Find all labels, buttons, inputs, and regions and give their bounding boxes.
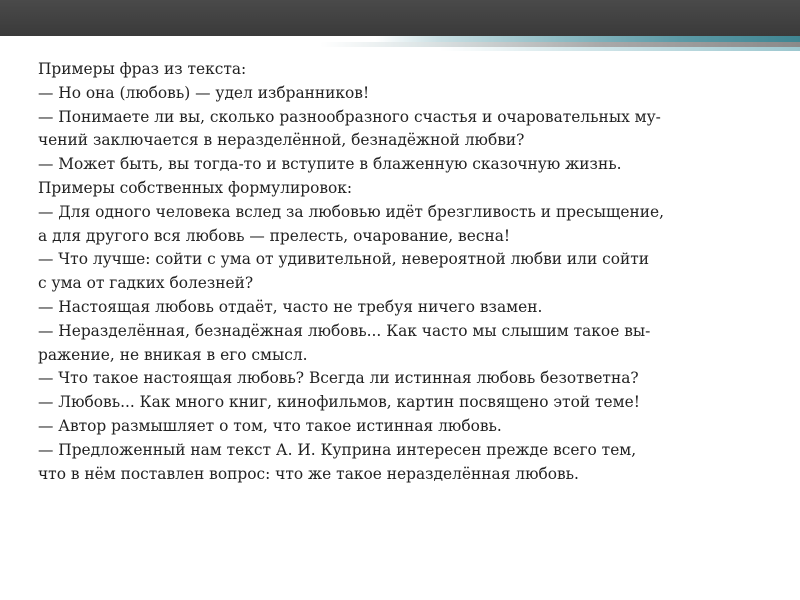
text-line: Примеры фраз из текста: bbox=[38, 60, 247, 78]
text-line: а для другого вся любовь — прелесть, очарование, весна! bbox=[38, 226, 511, 245]
text-line: с ума от гадких болезней? bbox=[38, 274, 254, 293]
text-line: — Что такое настоящая любовь? Всегда ли истинная любовь безответна? bbox=[38, 369, 639, 388]
text-line: чений заключается в неразделённой, безнадёжной любви? bbox=[38, 131, 525, 150]
text-line: что в нём поставлен вопрос: что же такое неразделённая любовь. bbox=[38, 464, 579, 483]
text-line: Примеры собственных формулировок: bbox=[38, 178, 353, 197]
text-line: — Что лучше: сойти с ума от удивительной, невероятной любви или сойти bbox=[38, 250, 650, 269]
slide-text-body bbox=[38, 58, 768, 486]
text-line: — Но она (любовь) — удел избранников! bbox=[38, 83, 370, 102]
text-line: — Для одного человека вслед за любовью идёт брезгливость и пресыщение, bbox=[38, 202, 664, 221]
text-line: — Понимаете ли вы, сколько разнообразного счастья и очаровательных му- bbox=[38, 107, 661, 126]
text-line: — Любовь... Как много книг, кинофильмов, картин посвящено этой теме! bbox=[38, 393, 640, 412]
header-band bbox=[0, 0, 800, 36]
accent-stripe bbox=[0, 47, 800, 51]
text-line: — Предложенный нам текст А. И. Куприна интересен прежде всего тем, bbox=[38, 440, 637, 459]
text-line: — Настоящая любовь отдаёт, часто не требуя ничего взамен. bbox=[38, 297, 543, 316]
text-line: — Неразделённая, безнадёжная любовь... Как часто мы слышим такое вы- bbox=[38, 321, 651, 340]
text-line: ражение, не вникая в его смысл. bbox=[38, 345, 308, 364]
text-line: — Автор размышляет о том, что такое истинная любовь. bbox=[38, 416, 502, 435]
text-line: — Может быть, вы тогда-то и вступите в блаженную сказочную жизнь. bbox=[38, 155, 622, 174]
